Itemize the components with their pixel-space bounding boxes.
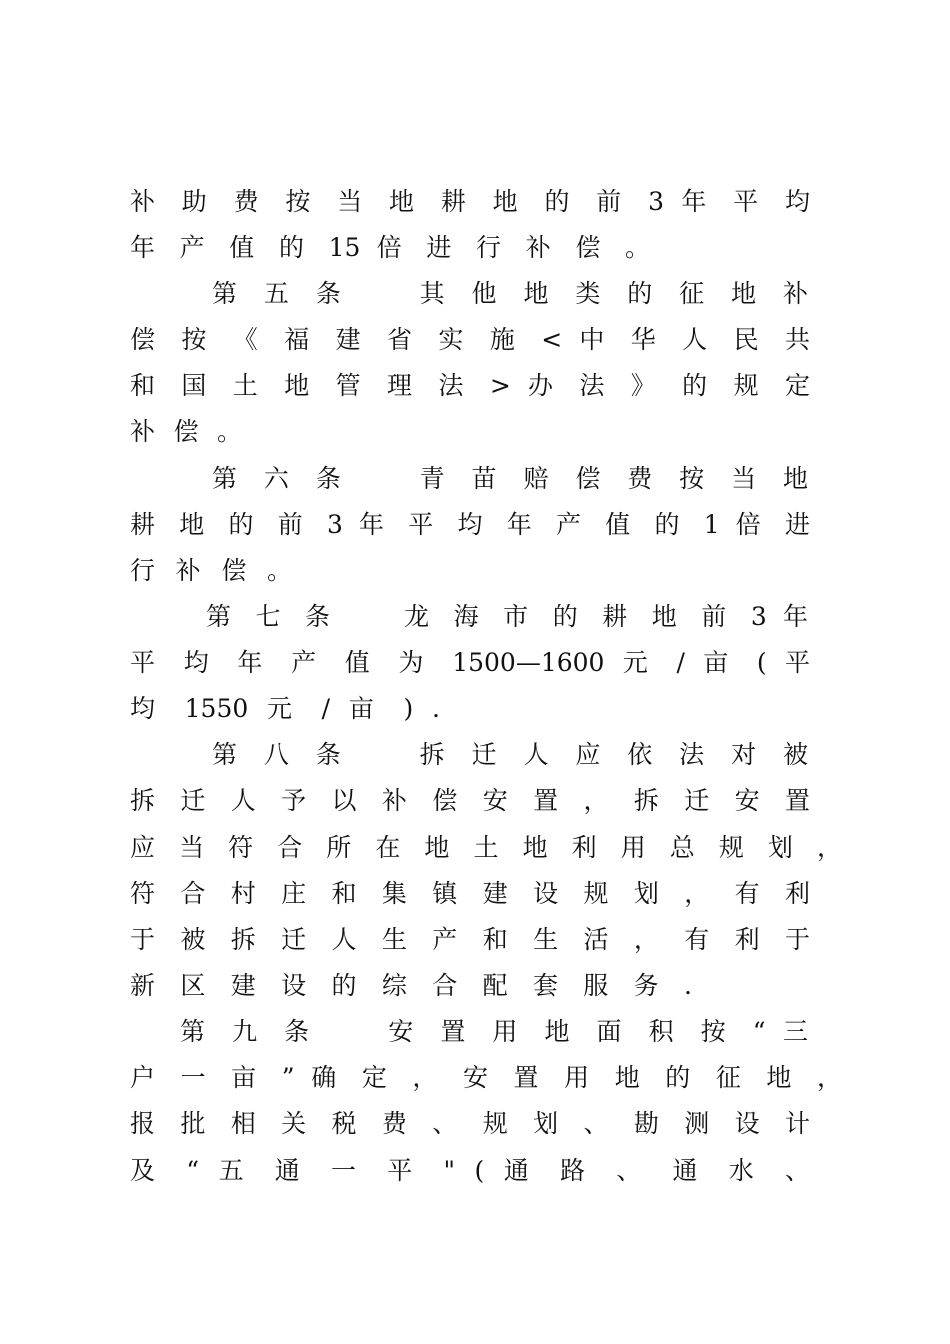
text-line: 符 合 村 庄 和 集 镇 建 设 规 划 ， 有 利 xyxy=(130,879,810,908)
text-line: 平 均 年 产 值 为 1500—1600 元 / 亩 ( 平 xyxy=(130,648,810,677)
article-heading-line: 第 七 条 龙 海 市 的 耕 地 前 3 年 xyxy=(206,602,808,631)
text-line: 均 1550 元 / 亩 ) . xyxy=(130,694,440,723)
text-line: 新 区 建 设 的 综 合 配 套 服 务 . xyxy=(130,971,692,1000)
text-line: 补 助 费 按 当 地 耕 地 的 前 3 年 平 均 xyxy=(130,187,810,216)
text-line: 户 一 亩 ” 确 定 ， 安 置 用 地 的 征 地 ， xyxy=(130,1063,842,1092)
text-line: 及 “ 五 通 一 平 " ( 通 路 、 通 水 、 xyxy=(130,1156,810,1185)
text-line: 耕 地 的 前 3 年 平 均 年 产 值 的 1 倍 进 xyxy=(130,510,810,539)
text-line: 行 补 偿 。 xyxy=(130,556,292,585)
article-heading-line: 第 八 条 拆 迁 人 应 依 法 对 被 xyxy=(212,740,808,769)
text-line: 拆 迁 人 予 以 补 偿 安 置 ， 拆 迁 安 置 xyxy=(130,786,810,815)
text-line: 应 当 符 合 所 在 地 土 地 利 用 总 规 划 ， xyxy=(130,833,842,862)
text-line: 于 被 拆 迁 人 生 产 和 生 活 ， 有 利 于 xyxy=(130,925,810,954)
text-line: 和 国 土 地 管 理 法 > 办 法 》 的 规 定 xyxy=(130,371,810,400)
article-heading-line: 第 六 条 青 苗 赔 偿 费 按 当 地 xyxy=(212,464,808,493)
article-heading-line: 第 五 条 其 他 地 类 的 征 地 补 xyxy=(212,279,808,308)
text-line: 报 批 相 关 税 费 、 规 划 、 勘 测 设 计 xyxy=(130,1109,810,1138)
text-line: 偿 按 《 福 建 省 实 施 < 中 华 人 民 共 xyxy=(130,325,810,354)
article-heading-line: 第 九 条 安 置 用 地 面 积 按 “ 三 xyxy=(180,1017,808,1046)
text-line: 补 偿 。 xyxy=(130,417,242,446)
text-line: 年 产 值 的 15 倍 进 行 补 偿 。 xyxy=(130,233,650,262)
